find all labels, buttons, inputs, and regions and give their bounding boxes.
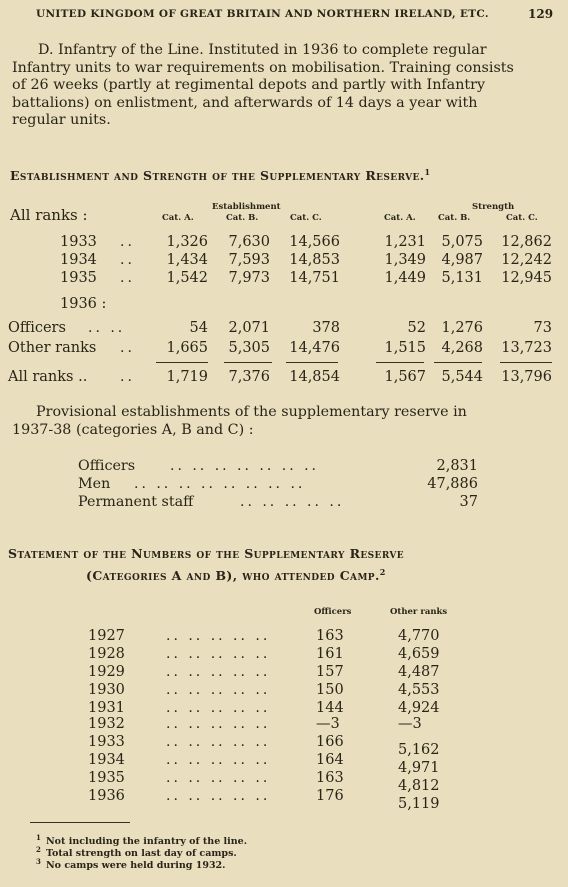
table-cell: 1,567: [384, 369, 426, 385]
footnote-mark: 1: [36, 833, 41, 842]
year-label: 1936: [88, 788, 125, 804]
row-dots: .. .. .. .. ..: [166, 646, 271, 662]
intro-line: Infantry units to war requirements on mobilisation. Training consists: [12, 59, 514, 76]
officers-cell: 150: [316, 682, 344, 698]
total-rule: [434, 362, 482, 363]
footnote-text: Not including the infantry of the line.: [46, 836, 248, 847]
table-cell: 12,945: [501, 270, 552, 286]
col-other-ranks: Other ranks: [390, 607, 448, 617]
provisional-line: Provisional establishments of the supplementary reserve in: [36, 404, 467, 420]
row-label: All ranks ..: [8, 369, 88, 385]
officers-cell: 166: [316, 734, 344, 750]
table-cell: 12,242: [501, 252, 552, 268]
table1-title-text: Establishment and Strength of the Supplementary Reserve.: [10, 168, 425, 184]
row-dots: .. .. .. .. ..: [166, 682, 271, 698]
year-1936-label: 1936 :: [60, 296, 107, 312]
footnote-ref: 2: [379, 567, 386, 577]
officers-cell: 144: [316, 700, 344, 716]
col-header: Cat. C.: [506, 213, 538, 223]
col-header: Cat. B.: [438, 213, 471, 223]
row-dots: ..: [120, 340, 135, 356]
year-label: 1932: [88, 716, 125, 732]
table-cell: 14,853: [289, 252, 340, 268]
table-cell: 52: [407, 320, 426, 336]
other-ranks-cell: 4,812: [398, 778, 440, 794]
table-cell: 5,305: [228, 340, 270, 356]
table-cell: 5,131: [441, 270, 483, 286]
table-cell: 14,476: [289, 340, 340, 356]
provisional-value: 37: [459, 494, 478, 510]
row-dots: .. .. .. .. ..: [166, 752, 271, 768]
provisional-value: 47,886: [427, 476, 478, 492]
table1-title: [10, 167, 431, 183]
provisional-line: 1937-38 (categories A, B and C) :: [12, 422, 254, 438]
table-cell: 1,665: [166, 340, 208, 356]
officers-cell: 176: [316, 788, 344, 804]
total-rule: [500, 362, 552, 363]
officers-cell: —3: [316, 716, 340, 732]
other-ranks-cell: 4,659: [398, 646, 440, 662]
other-ranks-cell: —3: [398, 716, 422, 732]
year-label: 1927: [88, 628, 125, 644]
row-dots: .. .. .. .. ..: [166, 734, 271, 750]
year-label: 1933: [88, 734, 125, 750]
table-cell: 1,326: [166, 234, 208, 250]
row-dots: .. .. .. .. ..: [166, 628, 271, 644]
other-ranks-cell: 4,971: [398, 760, 440, 776]
row-dots: .. .. .. .. ..: [166, 770, 271, 786]
table-cell: 378: [312, 320, 340, 336]
table-cell: 1,349: [384, 252, 426, 268]
row-dots: ..: [120, 252, 135, 268]
table-cell: 1,449: [384, 270, 426, 286]
table-cell: 7,973: [228, 270, 270, 286]
total-rule: [156, 362, 208, 363]
footnote-mark: 3: [36, 857, 41, 866]
table2-title-text: (Categories A and B), who attended Camp.: [86, 568, 380, 584]
table-cell: 7,593: [228, 252, 270, 268]
year-label: 1929: [88, 664, 125, 680]
row-dots: .. .. .. .. ..: [166, 716, 271, 732]
running-header: UNITED KINGDOM OF GREAT BRITAIN AND NORTHERN IRELAND, ETC.: [36, 8, 489, 20]
provisional-label: Men: [78, 476, 111, 492]
table-cell: 13,723: [501, 340, 552, 356]
officers-cell: 163: [316, 628, 344, 644]
row-dots: .. .. .. .. ..: [166, 788, 271, 804]
year-label: 1935: [88, 770, 125, 786]
other-ranks-cell: 4,553: [398, 682, 440, 698]
other-ranks-cell: 4,487: [398, 664, 440, 680]
total-rule: [286, 362, 338, 363]
provisional-dots: .. .. .. .. .. .. ..: [170, 458, 320, 474]
table-cell: 5,544: [441, 369, 483, 385]
col-header: Cat. C.: [290, 213, 322, 223]
intro-paragraph: [12, 42, 557, 130]
table-cell: 14,854: [289, 369, 340, 385]
other-ranks-cell: 5,162: [398, 742, 440, 758]
intro-line: of 26 weeks (partly at regimental depots and partly with Infantry: [12, 77, 486, 93]
table-cell: 7,376: [228, 369, 270, 385]
table-cell: 13,796: [501, 369, 552, 385]
officers-cell: 163: [316, 770, 344, 786]
table-cell: 2,071: [228, 320, 270, 336]
col-officers: Officers: [314, 607, 352, 617]
table-cell: 1,434: [166, 252, 208, 268]
row-label: Officers: [8, 320, 66, 336]
row-dots: .. ..: [88, 320, 126, 336]
footnote-rule: [30, 822, 130, 823]
year-label: 1934: [88, 752, 125, 768]
provisional-dots: .. .. .. .. ..: [240, 494, 345, 510]
table1-row-head: All ranks :: [10, 206, 88, 224]
table-cell: 1,719: [166, 369, 208, 385]
intro-line: D. Infantry of the Line. Instituted in 1936 to complete regular: [38, 42, 487, 58]
table2-title-line2: [86, 567, 386, 583]
table-cell: 54: [189, 320, 208, 336]
row-dots: ..: [120, 234, 135, 250]
footnote-text: Total strength on last day of camps.: [46, 848, 237, 859]
other-ranks-cell: 5,119: [398, 796, 440, 812]
provisional-label: Officers: [78, 458, 136, 474]
footnote-mark: 2: [36, 845, 41, 854]
table-cell: 14,566: [289, 234, 340, 250]
total-rule: [376, 362, 424, 363]
col-header: Cat. B.: [226, 213, 259, 223]
provisional-label: Permanent staff: [78, 494, 194, 510]
table2-title-line1: Statement of the Numbers of the Supplementary Reserve: [8, 546, 405, 561]
row-dots: ..: [120, 369, 135, 385]
table-cell: 14,751: [289, 270, 340, 286]
row-dots: .. .. .. .. ..: [166, 700, 271, 716]
officers-cell: 161: [316, 646, 344, 662]
table-cell: 73: [533, 320, 552, 336]
year-label: 1928: [88, 646, 125, 662]
table-cell: 1,515: [384, 340, 426, 356]
other-ranks-cell: 4,770: [398, 628, 440, 644]
col-header: Cat. A.: [162, 213, 194, 223]
footnote-text: No camps were held during 1932.: [46, 860, 226, 871]
group-establishment: Establishment: [212, 202, 281, 212]
row-dots: .. .. .. .. ..: [166, 664, 271, 680]
footnote-ref: 1: [424, 167, 431, 177]
row-label: 1935: [60, 270, 97, 286]
row-label: Other ranks: [8, 340, 97, 356]
provisional-dots: .. .. .. .. .. .. .. ..: [134, 476, 306, 492]
year-label: 1930: [88, 682, 125, 698]
table-cell: 5,075: [441, 234, 483, 250]
intro-line: battalions) on enlistment, and afterwards of 14 days a year with: [12, 94, 478, 111]
officers-cell: 164: [316, 752, 344, 768]
col-header: Cat. A.: [384, 213, 416, 223]
intro-line: regular units.: [12, 112, 111, 128]
table-cell: 4,987: [441, 252, 483, 268]
officers-cell: 157: [316, 664, 344, 680]
table-cell: 12,862: [501, 234, 552, 250]
page-number: 129: [528, 7, 554, 21]
table-cell: 1,542: [166, 270, 208, 286]
provisional-value: 2,831: [436, 458, 478, 474]
group-strength: Strength: [472, 202, 515, 212]
table-cell: 1,231: [384, 234, 426, 250]
row-label: 1934: [60, 252, 97, 268]
table-cell: 7,630: [228, 234, 270, 250]
row-label: 1933: [60, 234, 97, 250]
row-dots: ..: [120, 270, 135, 286]
table-cell: 4,268: [441, 340, 483, 356]
other-ranks-cell: 4,924: [398, 700, 440, 716]
total-rule: [224, 362, 272, 363]
table-cell: 1,276: [441, 320, 483, 336]
year-label: 1931: [88, 700, 125, 716]
